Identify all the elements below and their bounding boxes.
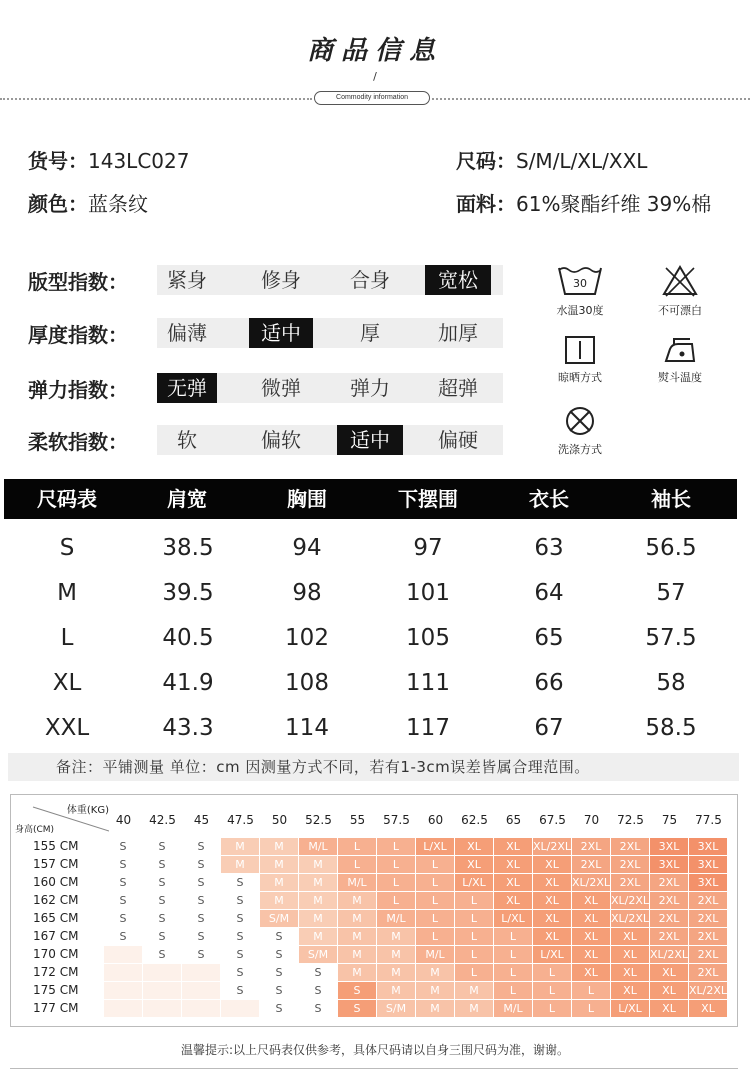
size-suggestion-cell: XL <box>494 838 533 856</box>
height-label: 162 CM <box>33 893 79 907</box>
weight-header: 65 <box>505 813 522 827</box>
size-suggestion-cell: S/M <box>377 1000 416 1018</box>
size-suggestion-cell: XL/2XL <box>650 946 689 964</box>
no-wash-icon <box>563 405 597 437</box>
size-suggestion-cell: S <box>221 964 260 982</box>
care-iron-label: 熨斗温度 <box>658 371 702 384</box>
size-suggestion-cell: S <box>221 874 260 892</box>
size-suggestion-cell <box>182 964 221 982</box>
size-suggestion-cell: XL/2XL <box>611 910 650 928</box>
size-suggestion-cell: S <box>260 982 299 1000</box>
size-suggestion-cell: S <box>221 928 260 946</box>
size-table-cell: 98 <box>292 580 322 606</box>
size-suggestion-cell: S <box>143 892 182 910</box>
size-suggestion-cell <box>143 1000 182 1018</box>
size-note: 备注：平铺测量 单位：cm 因测量方式不同，若有1-3cm误差皆属合理范围。 <box>8 753 739 781</box>
size-suggestion-cell: L <box>416 928 455 946</box>
size-suggestion-cell: 2XL <box>611 838 650 856</box>
size-suggestion-cell: S <box>182 856 221 874</box>
size-suggestion-cell <box>221 1000 260 1018</box>
size-suggestion-cell: L <box>377 874 416 892</box>
size-suggestion-cell: S <box>338 982 377 1000</box>
size-suggestion-cell: S <box>221 946 260 964</box>
size-table-cell: 65 <box>534 625 564 651</box>
size-table-cell: 111 <box>406 670 450 696</box>
divider-left <box>0 98 312 100</box>
color-value: 蓝条纹 <box>88 192 148 216</box>
size-table-cell: 57.5 <box>645 625 697 651</box>
size-suggestion-cell <box>182 982 221 1000</box>
height-label: 155 CM <box>33 839 79 853</box>
weight-height-table <box>10 794 738 1027</box>
size-range-value: S/M/L/XL/XXL <box>516 149 648 173</box>
size-suggestion-cell: M <box>338 892 377 910</box>
size-suggestion-cell: XL <box>611 964 650 982</box>
index-option-selected: 无弹 <box>157 373 217 403</box>
weight-header: 47.5 <box>227 813 254 827</box>
index-option: 弹力 <box>350 376 390 400</box>
size-table-cell: 102 <box>285 625 329 651</box>
size-suggestion-cell: S <box>182 838 221 856</box>
size-table-cell: 40.5 <box>162 625 214 651</box>
size-header-length: 衣长 <box>529 487 569 511</box>
size-table-cell: 58.5 <box>645 715 697 741</box>
height-label: 160 CM <box>33 875 79 889</box>
size-suggestion-cell: L <box>494 946 533 964</box>
size-suggestion-cell: XL <box>572 964 611 982</box>
size-suggestion-cell: L <box>455 892 494 910</box>
index-bar <box>157 318 503 348</box>
size-suggestion-cell: M/L <box>377 910 416 928</box>
divider-right <box>432 98 750 100</box>
size-suggestion-cell: L <box>416 910 455 928</box>
size-suggestion-cell: M/L <box>494 1000 533 1018</box>
size-suggestion-cell: M <box>377 928 416 946</box>
size-table-cell: 43.3 <box>162 715 214 741</box>
size-suggestion-cell: L <box>494 964 533 982</box>
page-title: 商品信息 <box>306 36 443 66</box>
size-suggestion-cell: XL <box>494 892 533 910</box>
item-number-label: 货号： <box>28 149 88 173</box>
size-suggestion-cell: M <box>299 910 338 928</box>
care-wash-label: 水温30度 <box>556 304 604 317</box>
care-bleach <box>640 264 720 318</box>
index-label: 版型指数： <box>28 270 128 294</box>
size-suggestion-cell: L <box>494 982 533 1000</box>
weight-header: 50 <box>271 813 288 827</box>
weight-header: 55 <box>349 813 366 827</box>
size-suggestion-cell: M <box>416 1000 455 1018</box>
size-suggestion-cell: L <box>377 892 416 910</box>
size-suggestion-cell: XL <box>650 964 689 982</box>
height-label: 170 CM <box>33 947 79 961</box>
care-iron <box>640 335 720 385</box>
size-suggestion-cell: M <box>299 856 338 874</box>
size-table-cell: 41.9 <box>162 670 214 696</box>
care-dry-label: 晾晒方式 <box>558 371 602 384</box>
index-bar <box>157 425 503 455</box>
size-suggestion-cell: M <box>338 964 377 982</box>
size-table-cell: 117 <box>406 715 450 741</box>
index-option-selected: 适中 <box>249 318 313 348</box>
size-suggestion-cell: S <box>104 928 143 946</box>
size-suggestion-cell: S <box>182 946 221 964</box>
size-suggestion-cell: XL <box>689 1000 728 1018</box>
index-option: 修身 <box>261 268 301 292</box>
weight-header: 75 <box>661 813 678 827</box>
size-range <box>456 145 647 174</box>
size-suggestion-cell: M <box>299 928 338 946</box>
size-suggestion-cell: L/XL <box>611 1000 650 1018</box>
size-suggestion-cell: XL <box>533 928 572 946</box>
size-suggestion-cell: S <box>299 1000 338 1018</box>
size-table-cell: L <box>60 625 74 651</box>
size-suggestion-cell: S <box>260 1000 299 1018</box>
size-suggestion-cell: S <box>104 838 143 856</box>
height-label: 157 CM <box>33 857 79 871</box>
size-suggestion-cell: M <box>221 838 260 856</box>
size-table-cell: 57 <box>656 580 686 606</box>
size-suggestion-cell: S <box>260 928 299 946</box>
iron-icon <box>660 335 700 365</box>
care-wash-method-label: 洗涤方式 <box>558 443 602 456</box>
size-suggestion-cell <box>143 982 182 1000</box>
index-label: 厚度指数： <box>28 323 128 347</box>
size-suggestion-cell: S <box>104 856 143 874</box>
size-suggestion-cell: M <box>338 928 377 946</box>
size-suggestion-cell: L <box>494 928 533 946</box>
size-suggestion-cell: L <box>455 964 494 982</box>
size-suggestion-cell: 2XL <box>689 946 728 964</box>
height-label: 177 CM <box>33 1001 79 1015</box>
size-table-cell: 101 <box>406 580 450 606</box>
size-suggestion-cell: M <box>338 910 377 928</box>
size-range-label: 尺码： <box>456 149 516 173</box>
size-suggestion-cell: 2XL <box>650 874 689 892</box>
height-label: 165 CM <box>33 911 79 925</box>
size-suggestion-cell: L <box>455 910 494 928</box>
size-suggestion-cell: M <box>377 964 416 982</box>
size-header-size: 尺码表 <box>37 487 97 511</box>
size-suggestion-cell: L/XL <box>416 838 455 856</box>
index-option: 紧身 <box>167 268 207 292</box>
size-suggestion-cell: XL <box>455 838 494 856</box>
size-suggestion-cell: M <box>455 982 494 1000</box>
size-suggestion-cell: S/M <box>260 910 299 928</box>
size-suggestion-cell: S <box>182 874 221 892</box>
size-suggestion-cell: 2XL <box>689 892 728 910</box>
weight-header: 67.5 <box>539 813 566 827</box>
size-suggestion-cell: S <box>338 1000 377 1018</box>
weight-header: 70 <box>583 813 600 827</box>
no-bleach-icon <box>660 264 700 298</box>
size-table-cell: 63 <box>534 535 564 561</box>
size-suggestion-cell: 2XL <box>689 910 728 928</box>
size-suggestion-cell <box>143 964 182 982</box>
size-suggestion-cell: 3XL <box>689 856 728 874</box>
size-suggestion-cell: S <box>143 874 182 892</box>
size-suggestion-cell: S <box>299 982 338 1000</box>
size-suggestion-cell <box>104 982 143 1000</box>
index-option: 软 <box>177 428 197 452</box>
size-suggestion-cell: L/XL <box>455 874 494 892</box>
size-suggestion-cell: L <box>572 982 611 1000</box>
index-option: 合身 <box>350 268 390 292</box>
size-suggestion-cell: XL <box>533 856 572 874</box>
size-suggestion-cell: XL <box>533 874 572 892</box>
size-suggestion-cell: L <box>533 982 572 1000</box>
size-suggestion-cell: 2XL <box>650 910 689 928</box>
size-table-cell: 38.5 <box>162 535 214 561</box>
size-suggestion-cell: S <box>260 946 299 964</box>
index-bar <box>157 373 503 403</box>
size-suggestion-cell: L <box>377 838 416 856</box>
size-suggestion-cell: XL <box>611 946 650 964</box>
size-suggestion-cell: L <box>455 946 494 964</box>
size-table-cell: M <box>57 580 77 606</box>
size-suggestion-cell: M <box>377 946 416 964</box>
size-suggestion-cell: XL/2XL <box>611 892 650 910</box>
size-suggestion-cell: 2XL <box>611 874 650 892</box>
size-suggestion-cell: XL/2XL <box>533 838 572 856</box>
size-table-cell: 56.5 <box>645 535 697 561</box>
size-table-header <box>4 479 737 519</box>
size-suggestion-cell: S <box>260 964 299 982</box>
size-suggestion-cell <box>104 946 143 964</box>
size-suggestion-cell: M <box>260 856 299 874</box>
size-suggestion-cell: L <box>572 1000 611 1018</box>
size-suggestion-cell <box>104 964 143 982</box>
corner-weight-label: 体重(KG) <box>66 805 109 816</box>
size-suggestion-cell: XL/2XL <box>572 874 611 892</box>
title-slash: / <box>373 70 377 83</box>
size-suggestion-cell: M <box>299 874 338 892</box>
size-suggestion-cell: L/XL <box>533 946 572 964</box>
size-suggestion-cell: M/L <box>416 946 455 964</box>
size-table-cell: 66 <box>534 670 564 696</box>
size-suggestion-cell: XL <box>572 928 611 946</box>
index-option: 偏软 <box>261 428 301 452</box>
weight-header: 77.5 <box>695 813 722 827</box>
size-table-cell: 64 <box>534 580 564 606</box>
size-suggestion-cell: M <box>416 982 455 1000</box>
size-suggestion-cell: 2XL <box>650 928 689 946</box>
dry-icon <box>563 335 597 365</box>
fabric-value: 61%聚酯纤维 39%棉 <box>516 192 712 216</box>
table-corner <box>15 801 109 835</box>
size-suggestion-cell: S <box>221 892 260 910</box>
care-wash <box>540 262 620 318</box>
size-suggestion-cell: M <box>260 838 299 856</box>
weight-header: 62.5 <box>461 813 488 827</box>
weight-header: 57.5 <box>383 813 410 827</box>
size-header-sleeve: 袖长 <box>651 487 691 511</box>
size-table-cell: 114 <box>285 715 329 741</box>
size-suggestion-cell: M <box>338 946 377 964</box>
size-suggestion-cell: XL <box>533 910 572 928</box>
weight-header: 42.5 <box>149 813 176 827</box>
size-suggestion-cell: S <box>182 892 221 910</box>
size-suggestion-cell: 3XL <box>650 856 689 874</box>
size-suggestion-cell: XL <box>572 892 611 910</box>
size-suggestion-cell: L <box>455 928 494 946</box>
care-dry <box>540 335 620 385</box>
size-suggestion-cell: L <box>416 856 455 874</box>
size-suggestion-cell: XL <box>455 856 494 874</box>
size-suggestion-cell: XL <box>494 874 533 892</box>
size-suggestion-cell: M/L <box>338 874 377 892</box>
size-suggestion-cell: 3XL <box>689 874 728 892</box>
bottom-line <box>10 1068 738 1069</box>
wash-30-icon <box>556 262 604 298</box>
color-info <box>28 188 148 217</box>
size-suggestion-cell: XL <box>572 946 611 964</box>
item-number-value: 143LC027 <box>88 149 190 173</box>
size-suggestion-cell: S <box>143 946 182 964</box>
size-suggestion-cell: 2XL <box>572 838 611 856</box>
size-table-cell: 58 <box>656 670 686 696</box>
size-table-cell: 97 <box>413 535 443 561</box>
size-suggestion-cell: S <box>104 892 143 910</box>
index-option: 厚 <box>360 321 380 345</box>
size-table-cell: 105 <box>406 625 450 651</box>
size-suggestion-cell: M <box>221 856 260 874</box>
size-suggestion-cell: M <box>377 982 416 1000</box>
size-suggestion-cell: M <box>260 874 299 892</box>
weight-header: 40 <box>115 813 132 827</box>
size-suggestion-cell: 2XL <box>572 856 611 874</box>
index-option: 偏硬 <box>438 428 478 452</box>
weight-header: 45 <box>193 813 210 827</box>
size-suggestion-cell: S <box>143 838 182 856</box>
size-suggestion-cell: 3XL <box>650 838 689 856</box>
size-suggestion-cell: 2XL <box>611 856 650 874</box>
fabric-label: 面料： <box>456 192 516 216</box>
size-suggestion-cell: L <box>416 874 455 892</box>
size-table-cell: 94 <box>292 535 322 561</box>
size-header-hem: 下摆围 <box>398 487 458 511</box>
index-bar <box>157 265 503 295</box>
size-suggestion-cell: L <box>533 964 572 982</box>
index-option-selected: 宽松 <box>425 265 491 295</box>
size-suggestion-cell: S <box>221 910 260 928</box>
size-suggestion-cell: XL <box>611 928 650 946</box>
size-suggestion-cell <box>182 1000 221 1018</box>
size-suggestion-cell: M <box>416 964 455 982</box>
size-table-cell: XXL <box>44 715 90 741</box>
size-suggestion-cell: XL <box>494 856 533 874</box>
size-suggestion-cell: XL <box>572 910 611 928</box>
care-wash-method <box>540 405 620 457</box>
item-number <box>28 145 189 174</box>
size-suggestion-cell: M/L <box>299 838 338 856</box>
size-suggestion-cell: L <box>377 856 416 874</box>
height-label: 167 CM <box>33 929 79 943</box>
size-suggestion-cell: S <box>104 910 143 928</box>
size-table-cell: 108 <box>285 670 329 696</box>
wash-temp-number: 30 <box>573 277 587 290</box>
index-label: 柔软指数： <box>28 430 128 454</box>
size-header-chest: 胸围 <box>287 487 327 511</box>
size-suggestion-cell: 2XL <box>650 892 689 910</box>
size-suggestion-cell: L <box>416 892 455 910</box>
size-suggestion-cell: M <box>299 892 338 910</box>
size-table-cell: 67 <box>534 715 564 741</box>
size-table-cell: S <box>59 535 75 561</box>
size-suggestion-cell: S <box>182 928 221 946</box>
size-suggestion-cell: L <box>338 838 377 856</box>
care-bleach-label: 不可漂白 <box>658 304 702 317</box>
size-suggestion-cell: L/XL <box>494 910 533 928</box>
index-label: 弹力指数： <box>28 378 128 402</box>
height-label: 172 CM <box>33 965 79 979</box>
size-suggestion-cell: S <box>104 874 143 892</box>
size-suggestion-cell: XL <box>650 982 689 1000</box>
size-suggestion-cell: S <box>182 910 221 928</box>
size-suggestion-cell: XL <box>533 892 572 910</box>
size-suggestion-cell: M <box>260 892 299 910</box>
size-suggestion-cell: 2XL <box>689 928 728 946</box>
index-option-selected: 适中 <box>337 425 403 455</box>
size-suggestion-cell: XL/2XL <box>689 982 728 1000</box>
fabric-info <box>456 188 711 217</box>
index-option: 超弹 <box>438 376 478 400</box>
corner-height-label: 身高(CM) <box>15 825 55 835</box>
subtitle-pill: Commodity information <box>314 91 430 105</box>
size-suggestion-cell: S <box>299 964 338 982</box>
size-suggestion-cell: S <box>221 982 260 1000</box>
height-label: 175 CM <box>33 983 79 997</box>
size-suggestion-cell: S <box>143 856 182 874</box>
size-suggestion-cell <box>104 1000 143 1018</box>
size-suggestion-cell: 2XL <box>689 964 728 982</box>
size-suggestion-cell: 3XL <box>689 838 728 856</box>
size-suggestion-cell: XL <box>611 982 650 1000</box>
size-suggestion-cell: L <box>338 856 377 874</box>
size-suggestion-cell: S <box>143 928 182 946</box>
weight-header: 60 <box>427 813 444 827</box>
size-suggestion-cell: S/M <box>299 946 338 964</box>
color-label: 颜色： <box>28 192 88 216</box>
size-table-cell: 39.5 <box>162 580 214 606</box>
size-suggestion-cell: L <box>533 1000 572 1018</box>
size-table-cell: XL <box>52 670 82 696</box>
warm-tip: 温馨提示:以上尺码表仅供参考，具体尺码请以自身三围尺码为准，谢谢。 <box>180 1043 570 1057</box>
index-option: 偏薄 <box>167 321 207 345</box>
size-suggestion-cell: S <box>143 910 182 928</box>
weight-header: 72.5 <box>617 813 644 827</box>
weight-header: 52.5 <box>305 813 332 827</box>
index-option: 微弹 <box>261 376 301 400</box>
index-option: 加厚 <box>438 321 478 345</box>
size-suggestion-cell: XL <box>650 1000 689 1018</box>
size-header-shoulder: 肩宽 <box>167 487 207 511</box>
size-suggestion-cell: M <box>455 1000 494 1018</box>
